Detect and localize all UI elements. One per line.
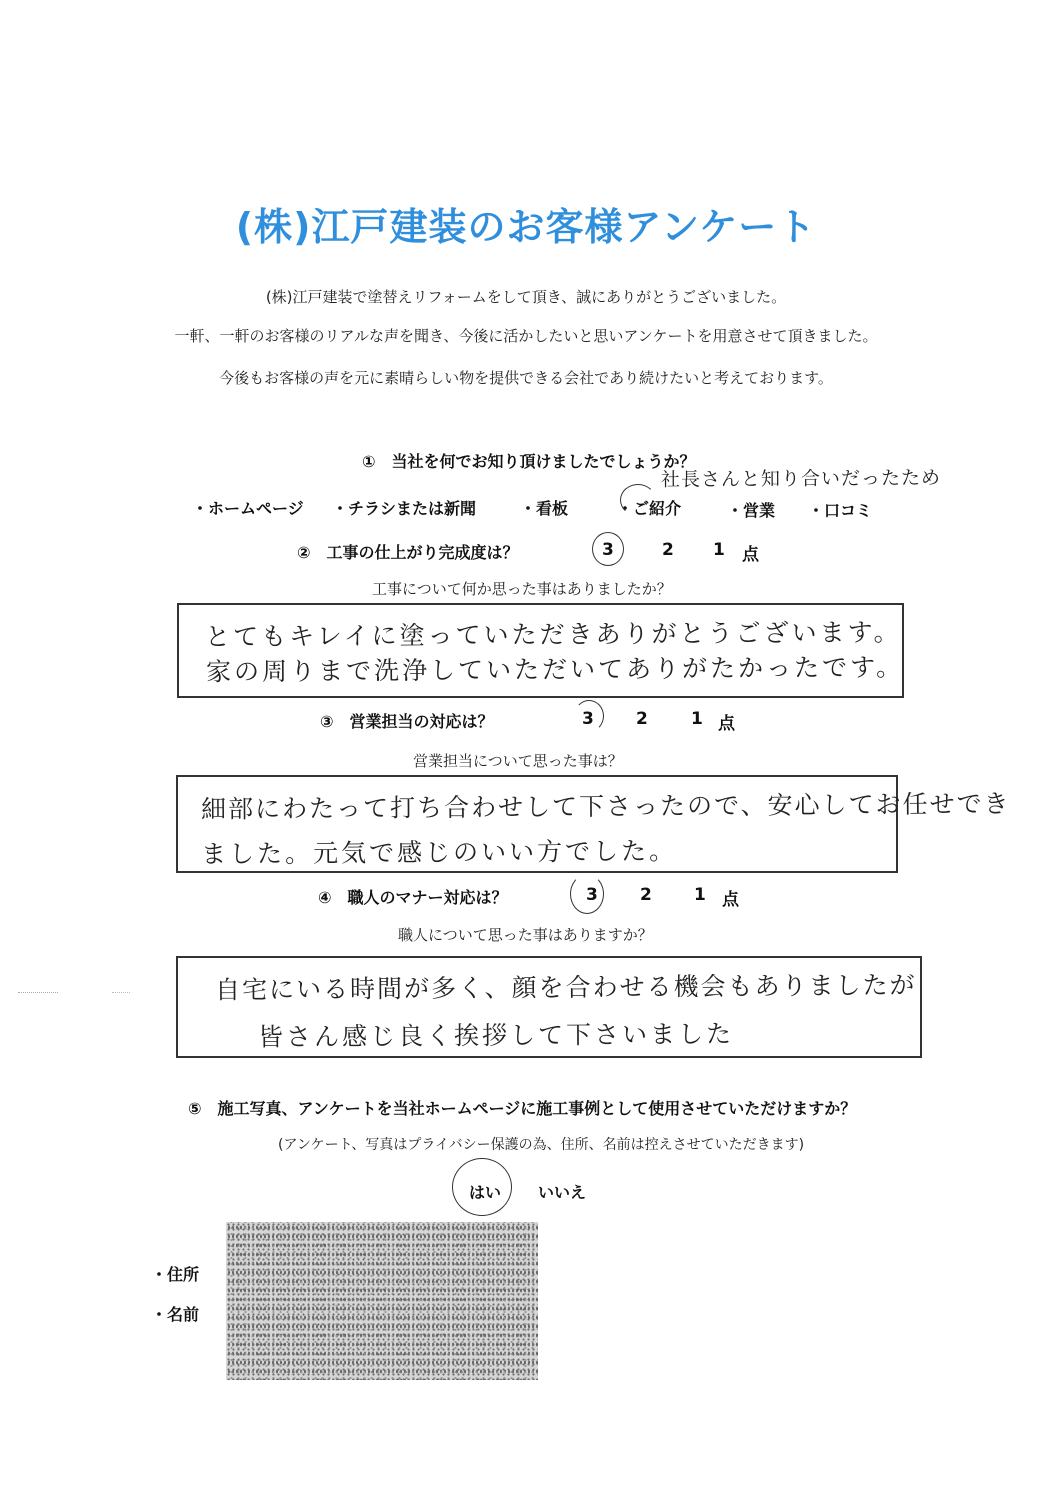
- question-2-sub: 工事について何か思った事はありましたか？: [372, 580, 672, 598]
- q2-score-unit: 点: [742, 545, 759, 565]
- q4-score-1[interactable]: 1: [694, 885, 706, 905]
- redacted-customer-info: [226, 1222, 538, 1380]
- question-3-sub: 営業担当について思った事は？: [413, 752, 623, 770]
- address-label: ・住所: [151, 1265, 200, 1284]
- q4-answer-line-2: 皆さん感じ良く挨拶して下さいました: [257, 1019, 735, 1052]
- selection-circle-referral: [620, 484, 656, 516]
- q3-score-unit: 点: [718, 714, 735, 734]
- q3-answer-line-2: ました。元気で感じのいい方でした。: [200, 836, 678, 869]
- q2-answer-line-2: 家の周りまで洗浄していただいてありがたかったです。: [205, 652, 905, 687]
- question-1: ① 当社を何でお知り頂けましたでしょうか？: [362, 452, 696, 471]
- option-signboard[interactable]: ・看板: [520, 499, 569, 518]
- name-label: ・名前: [151, 1305, 200, 1324]
- q3-selection-circle: [574, 700, 604, 732]
- scan-speck: [18, 992, 58, 995]
- intro-line-1: (株)江戸建装で塗替えリフォームをして頂き、誠にありがとうございました。: [265, 288, 787, 306]
- q4-selection-circle: [570, 874, 604, 914]
- q4-score-2[interactable]: 2: [640, 885, 652, 905]
- q3-score-1[interactable]: 1: [691, 709, 703, 729]
- option-sales[interactable]: ・営業: [727, 501, 776, 520]
- intro-line-3: 今後もお客様の声を元に素晴らしい物を提供できる会社であり続けたいと考えております。: [219, 369, 833, 387]
- q4-answer-line-1: 自宅にいる時間が多く、顔を合わせる機会もありましたが: [214, 970, 917, 1005]
- option-homepage[interactable]: ・ホームページ: [192, 499, 304, 518]
- handwritten-referral-note: 社長さんと知り合いだったため: [660, 467, 942, 491]
- q3-score-2[interactable]: 2: [636, 709, 648, 729]
- option-referral[interactable]: ・ご紹介: [617, 499, 682, 518]
- q2-score-2[interactable]: 2: [662, 540, 674, 560]
- q2-score-3[interactable]: 3: [602, 540, 614, 560]
- question-4: ④ 職人のマナー対応は？: [318, 888, 508, 907]
- question-5: ⑤ 施工写真、アンケートを当社ホームページに施工事例として使用させていただけますか？: [188, 1099, 857, 1118]
- option-no[interactable]: いいえ: [538, 1183, 587, 1202]
- q4-score-3[interactable]: 3: [586, 885, 598, 905]
- option-flyer-newspaper[interactable]: ・チラシまたは新聞: [332, 499, 477, 518]
- question-3: ③ 営業担当の対応は？: [320, 712, 494, 731]
- intro-line-2: 一軒、一軒のお客様のリアルな声を聞き、今後に活かしたいと思いアンケートを用意させて頂きました。: [174, 327, 878, 345]
- option-word-of-mouth[interactable]: ・口コミ: [808, 501, 873, 520]
- survey-title: (株)江戸建装のお客様アンケート: [235, 205, 817, 249]
- q2-answer-line-1: とてもキレイに塗っていただきありがとうございます。: [204, 617, 902, 652]
- q2-selection-circle: [592, 532, 624, 566]
- question-2: ② 工事の仕上がり完成度は？: [297, 543, 519, 562]
- q5-selection-circle: [452, 1158, 512, 1216]
- q3-score-3[interactable]: 3: [582, 709, 594, 729]
- q3-answer-line-1: 細部にわたって打ち合わせして下さったので、安心してお任せでき: [200, 789, 1011, 824]
- q2-score-1[interactable]: 1: [713, 540, 725, 560]
- option-yes[interactable]: はい: [469, 1183, 502, 1202]
- q4-score-unit: 点: [722, 890, 739, 910]
- scan-speck: [112, 992, 130, 995]
- question-4-sub: 職人について思った事はありますか？: [398, 926, 653, 944]
- question-5-note: (アンケート、写真はプライバシー保護の為、住所、名前は控えさせていただきます): [278, 1137, 805, 1153]
